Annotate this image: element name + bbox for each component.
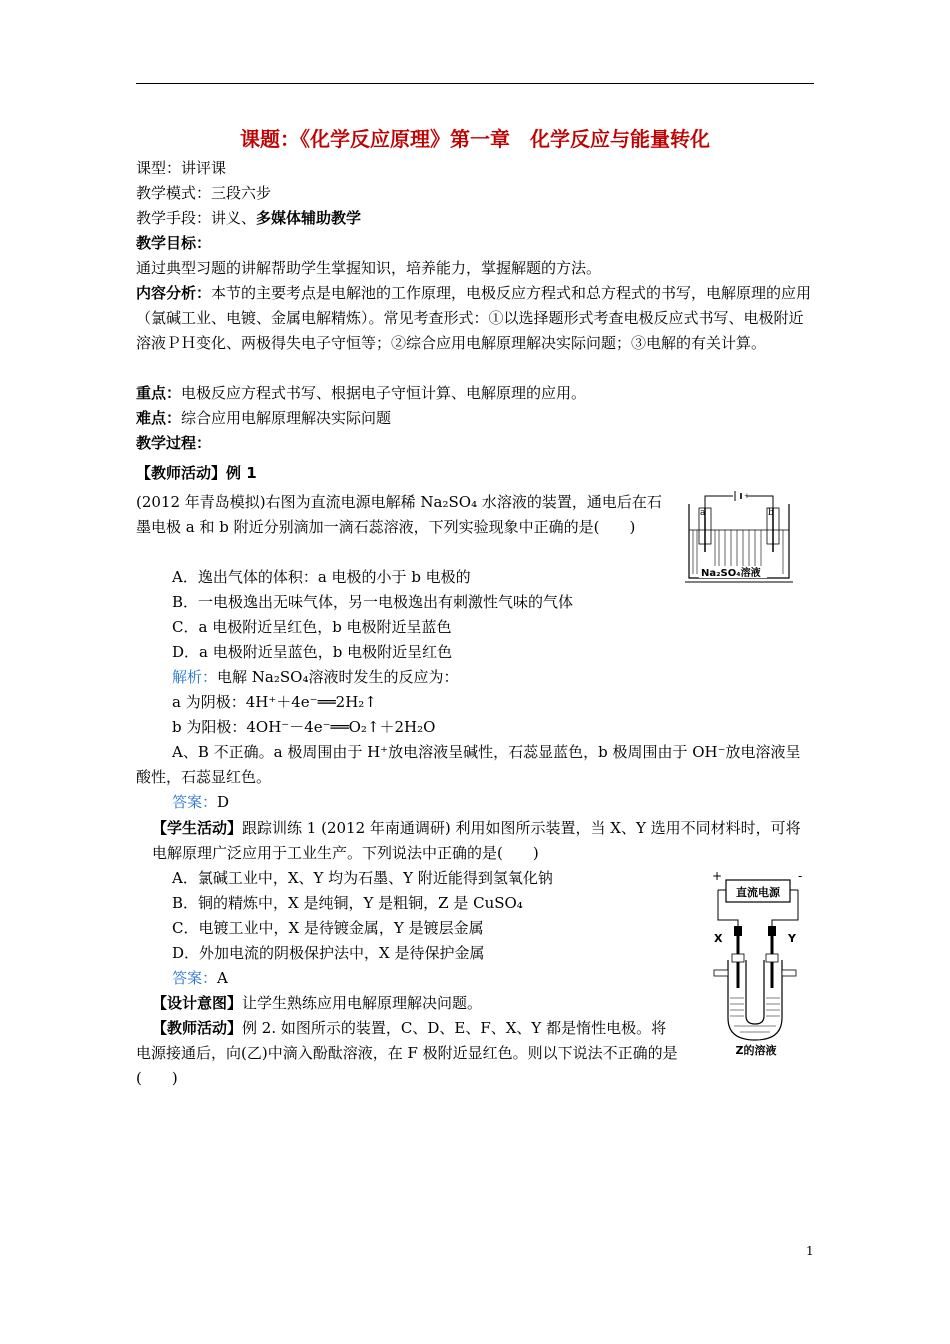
solution-label: Na₂SO₄溶液 [701,568,761,579]
example1-heading: 【教师活动】例 1 [136,464,257,482]
example1-option-c: C．a 电极附近呈红色，b 电极附近呈蓝色 [172,618,452,636]
page-title: 课题：《化学反应原理》第一章 化学反应与能量转化 [240,127,710,151]
process-heading: 教学过程： [136,434,212,452]
svg-text:+: + [744,492,750,500]
electrode-a-label: a [700,508,706,518]
teaching-mode: 教学模式：三段六步 [136,184,272,202]
example2: 【教师活动】例 2. 如图所示的装置，C、D、E、F、X、Y 都是惰性电极。将电源接通后，向(乙)中滴入酚酞溶液，在 F 极附近显红色。则以下说法不正确的是( ) [136,1019,678,1087]
header-rule [136,83,814,84]
example1-cathode: a 为阴极：4H⁺＋4e⁻══2H₂↑ [172,693,377,711]
minus-label: - [798,869,803,883]
example1-explain: A、B 不正确。a 极周围由于 H⁺放电溶液呈碱性，石蕊显蓝色，b 极周围由于 OH⁻放电溶液呈酸性，石蕊显红色。 [136,743,801,786]
content-analysis: 内容分析：本节的主要考点是电解池的工作原理，电极反应方程式和总方程式的书写，电解原理的应用（氯碱工业、电镀、金属电解精炼）。常见考查形式：①以选择题形式考查电极反应式书写、电极附近溶液ＰＨ变化、两极得失电子守恒等；②综合应用电解原理解决实际问题；③电解的有关计算。 [136,284,812,352]
svg-text:-: - [729,492,732,500]
difficult-points: 难点：综合应用电解原理解决实际问题 [136,409,392,427]
goals-text: 通过典型习题的讲解帮助学生掌握知识，培养能力，掌握解题的方法。 [136,259,602,277]
example1-anode: b 为阳极：4OH⁻－4e⁻══O₂↑＋2H₂O [172,718,436,736]
training1-option-b: B．铜的精炼中，X 是纯铜，Y 是粗铜，Z 是 CuSO₄ [172,894,523,912]
training1-option-a: A．氯碱工业中，X、Y 均为石墨、Y 附近能得到氢氧化钠 [172,869,553,887]
y-label: Y [788,932,796,945]
training1: 【学生活动】跟踪训练 1 (2012 年南通调研) 利用如图所示装置，当 X、Y 选用不同材料时，可将电解原理广泛应用于工业生产。下列说法中正确的是( ) [152,819,801,862]
training1-option-c: C．电镀工业中，X 是待镀金属，Y 是镀层金属 [172,919,484,937]
page-number: 1 [806,1244,814,1258]
example1-question: (2012 年青岛模拟)右图为直流电源电解稀 Na₂SO₄ 水溶液的装置，通电后在石墨电极 a 和 b 附近分别滴加一滴石蕊溶液，下列实验现象中正确的是( ) [136,493,662,536]
lesson-type: 课型：讲评课 [136,159,227,177]
design-intent: 【设计意图】让学生熟练应用电解原理解决问题。 [152,994,483,1012]
example1-analysis: 解析：电解 Na₂SO₄溶液时发生的反应为： [172,668,459,686]
example1-option-a: A．逸出气体的体积：a 电极的小于 b 电极的 [172,568,471,586]
example1-option-d: D．a 电极附近呈蓝色，b 电极附近呈红色 [172,643,453,661]
example1-answer: 答案：D [172,793,230,811]
power-source-label: 直流电源 [736,886,780,899]
electrode-b-label: b [768,508,774,518]
goals-heading: 教学目标： [136,234,212,252]
key-points: 重点：电极反应方程式书写、根据电子守恒计算、电解原理的应用。 [136,384,587,402]
plus-label: + [712,869,723,883]
z-solution-label: Z的溶液 [735,1044,777,1057]
u-tube-figure [698,868,818,1060]
training1-answer: 答案：A [172,969,228,987]
example1-option-b: B．一电极逸出无味气体，另一电极逸出有刺激性气味的气体 [172,593,574,611]
teaching-means: 教学手段：讲义、多媒体辅助教学 [136,209,362,227]
x-label: X [714,932,723,945]
electrolysis-cell-figure [685,490,795,586]
training1-option-d: D．外加电流的阴极保护法中，X 是待保护金属 [172,944,485,962]
